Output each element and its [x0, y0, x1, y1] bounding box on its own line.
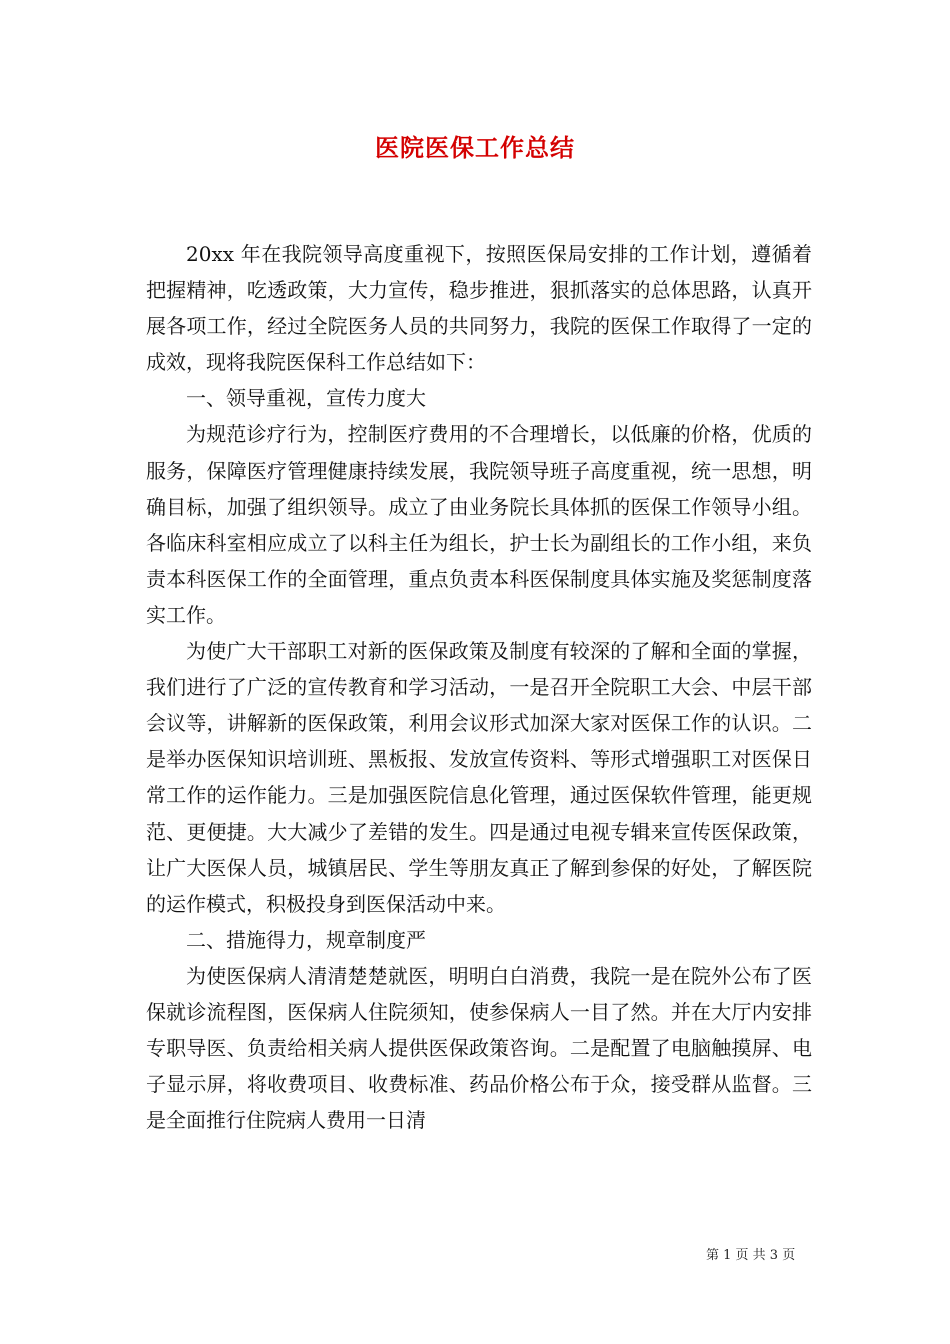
document-title: 医院医保工作总结 [375, 133, 575, 162]
page-number: 第 1 页 共 3 页 [706, 1248, 796, 1263]
body-paragraph: 为规范诊疗行为，控制医疗费用的不合理增长，以低廉的价格，优质的服务，保障医疗管理健康持续发展，我院领导班子高度重视，统一思想，明确目标，加强了组织领导。成立了由业务院长具体抓的医保工作领导小组。各临床科室相应成立了以科主任为组长，护士长为副组长的工作小组，来负责本科医保工作的全面管理，重点负责本科医保制度具体实施及奖惩制度落实工作。 [146, 422, 812, 627]
intro-paragraph: 20xx 年在我院领导高度重视下，按照医保局安排的工作计划，遵循着把握精神，吃透政策，大力宣传，稳步推进，狠抓落实的总体思路，认真开展各项工作，经过全院医务人员的共同努力，我院的医保工作取得了一定的成效，现将我院医保科工作总结如下： [146, 242, 812, 375]
body-paragraph: 为使广大干部职工对新的医保政策及制度有较深的了解和全面的掌握，我们进行了广泛的宣传教育和学习活动，一是召开全院职工大会、中层干部会议等，讲解新的医保政策，利用会议形式加深大家对医保工作的认识。二是举办医保知识培训班、黑板报、发放宣传资料、等形式增强职工对医保日常工作的运作能力。三是加强医院信息化管理，通过医保软件管理，能更规范、更便捷。大大减少了差错的发生。四是通过电视专辑来宣传医保政策，让广大医保人员，城镇居民、学生等朋友真正了解到参保的好处，了解医院的运作模式，积极投身到医保活动中来。 [146, 639, 812, 916]
document-body [146, 236, 812, 1138]
section-heading-2: 二、措施得力，规章制度严 [186, 927, 426, 952]
body-paragraph: 为使医保病人清清楚楚就医，明明白白消费，我院一是在院外公布了医保就诊流程图，医保病人住院须知，使参保病人一目了然。并在大厅内安排专职导医、负责给相关病人提供医保政策咨询。二是配置了电脑触摸屏、电子显示屏，将收费项目、收费标准、药品价格公布于众，接受群从监督。三是全面推行住院病人费用一日清 [146, 963, 812, 1133]
section-heading-1: 一、领导重视，宣传力度大 [186, 386, 426, 411]
